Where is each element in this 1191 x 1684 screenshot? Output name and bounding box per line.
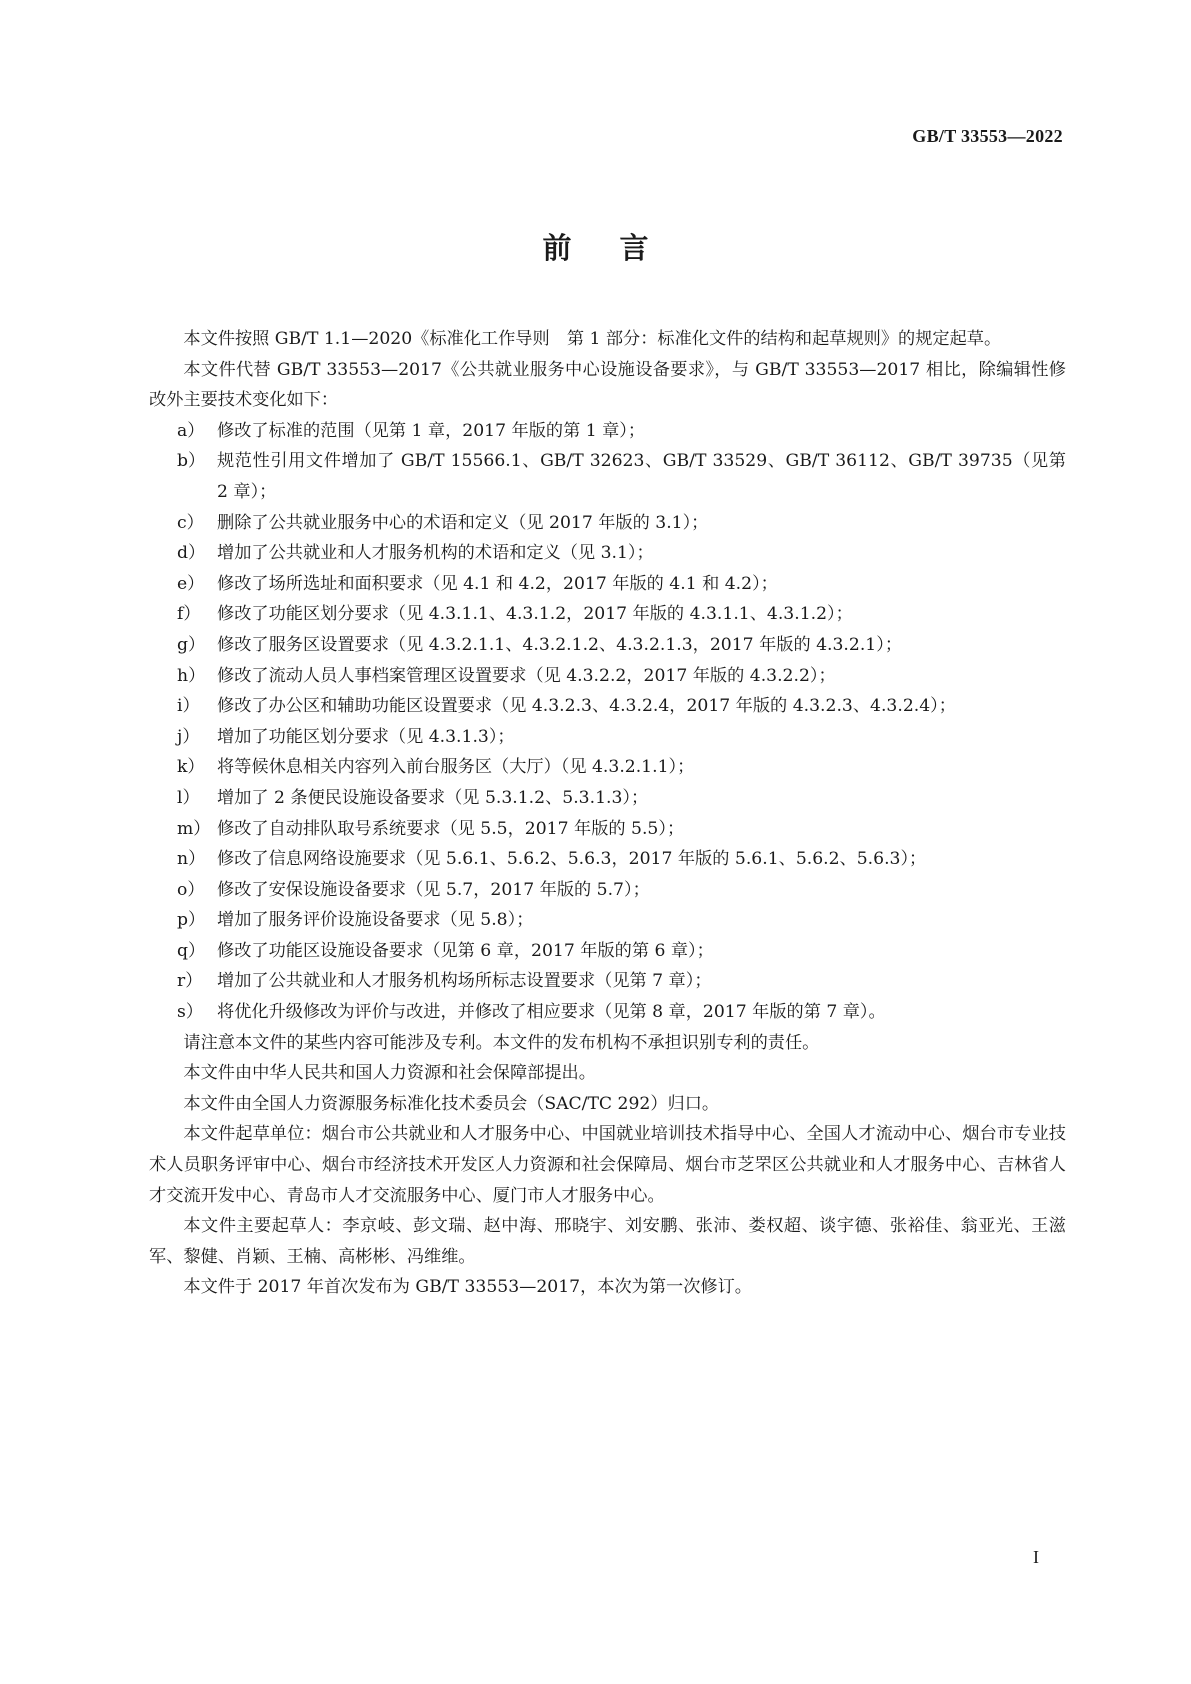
change-item-label: m） (177, 818, 211, 839)
change-item-label: c） (177, 512, 204, 533)
change-item-label: q） (177, 940, 206, 961)
change-item (149, 936, 1066, 967)
change-item-text: 修改了办公区和辅助功能区设置要求（见 4.3.2.3、4.3.2.4，2017 年版的 4.3.2.3、4.3.2.4）； (217, 696, 956, 717)
change-item-label: i） (177, 696, 200, 717)
change-item-text: 增加了公共就业和人才服务机构的术语和定义（见 3.1）； (217, 543, 654, 564)
change-item-label: j） (177, 726, 200, 747)
change-item (149, 966, 1066, 997)
change-item-text: 修改了功能区划分要求（见 4.3.1.1、4.3.1.2，2017 年版的 4.3.1.1、4.3.1.2）； (217, 604, 853, 625)
change-item (149, 722, 1066, 753)
change-item-text: 将等候休息相关内容列入前台服务区（大厅）（见 4.3.2.1.1）； (217, 757, 695, 778)
change-item (149, 783, 1066, 814)
intro-paragraph: 本文件代替 GB/T 33553—2017《公共就业服务中心设施设备要求》，与 GB/T 33553—2017 相比，除编辑性修改外主要技术变化如下： (149, 359, 1066, 411)
change-item-label: d） (177, 543, 206, 564)
change-item-label: p） (177, 910, 206, 931)
change-item (149, 875, 1066, 906)
change-item-text: 增加了 2 条便民设施设备要求（见 5.3.1.2、5.3.1.3）； (217, 787, 649, 808)
change-item-text: 修改了流动人员人事档案管理区设置要求（见 4.3.2.2，2017 年版的 4.3.2.2）； (217, 665, 836, 686)
change-item (149, 691, 1066, 722)
change-item (149, 905, 1066, 936)
change-item (149, 752, 1066, 783)
change-item-text: 规范性引用文件增加了 GB/T 15566.1、GB/T 32623、GB/T 33529、GB/T 36112、GB/T 39735（见第 2 章）； (217, 451, 1066, 502)
change-item (149, 661, 1066, 692)
change-item-label: r） (177, 971, 203, 992)
change-item-label: f） (177, 604, 201, 625)
change-item (149, 814, 1066, 845)
change-item-text: 修改了安保设施设备要求（见 5.7，2017 年版的 5.7）； (217, 879, 650, 900)
proposer-statement: 本文件由中华人民共和国人力资源和社会保障部提出。 (183, 1063, 596, 1084)
main-drafters: 本文件主要起草人：李京岐、彭文瑞、赵中海、邢晓宇、刘安鹏、张沛、娄权超、谈宇德、张裕佳、翁亚光、王滋军、黎健、肖颖、王楠、高彬彬、冯维维。 (149, 1216, 1066, 1267)
change-item-label: l） (177, 787, 200, 808)
document-code: GB/T 33553—2022 (912, 126, 1063, 146)
change-item-text: 增加了服务评价设施设备要求（见 5.8）； (217, 910, 534, 931)
change-item-text: 修改了场所选址和面积要求（见 4.1 和 4.2，2017 年版的 4.1 和 4.2）； (217, 573, 778, 594)
change-item (149, 538, 1066, 569)
change-item (149, 997, 1066, 1028)
change-item-label: o） (177, 879, 205, 900)
page-number: I (1033, 1547, 1039, 1567)
change-item (149, 446, 1066, 507)
change-item-text: 修改了标准的范围（见第 1 章，2017 年版的第 1 章）； (217, 420, 646, 441)
change-item (149, 416, 1066, 447)
change-item-text: 增加了功能区划分要求（见 4.3.1.3）； (217, 726, 515, 747)
change-item (149, 599, 1066, 630)
change-item (149, 844, 1066, 875)
change-item (149, 569, 1066, 600)
change-item-label: s） (177, 1002, 204, 1023)
drafting-units: 本文件起草单位：烟台市公共就业和人才服务中心、中国就业培训技术指导中心、全国人才流动中心、烟台市专业技术人员职务评审中心、烟台市经济技术开发区人力资源和社会保障局、烟台市芝罘区公共就业和人才服务中心、吉林省人才交流开发中心、青岛市人才交流服务中心、厦门市人才服务中心。 (149, 1124, 1066, 1206)
change-item-text: 修改了功能区设施设备要求（见第 6 章，2017 年版的第 6 章）； (217, 940, 714, 961)
change-item-label: g） (177, 634, 206, 655)
change-item-label: k） (177, 757, 205, 778)
page-title: 前言 (542, 231, 697, 265)
change-item-label: n） (177, 849, 206, 870)
intro-paragraph: 本文件按照 GB/T 1.1—2020《标准化工作导则 第 1 部分：标准化文件的结构和起草规则》的规定起草。 (183, 329, 1002, 349)
foreword-body (149, 324, 1066, 1303)
change-item-text: 修改了信息网络设施要求（见 5.6.1、5.6.2、5.6.3，2017 年版的 5.6.1、5.6.2、5.6.3）； (217, 849, 927, 870)
change-item-label: a） (177, 420, 205, 441)
change-item-text: 将优化升级修改为评价与改进，并修改了相应要求（见第 8 章，2017 年版的第 7 章）。 (217, 1002, 886, 1023)
change-item-label: h） (177, 665, 206, 686)
change-item-text: 删除了公共就业服务中心的术语和定义（见 2017 年版的 3.1）； (217, 512, 709, 533)
change-item-label: e） (177, 573, 205, 594)
patent-notice: 请注意本文件的某些内容可能涉及专利。本文件的发布机构不承担识别专利的责任。 (183, 1032, 820, 1053)
change-item (149, 630, 1066, 661)
change-item-text: 增加了公共就业和人才服务机构场所标志设置要求（见第 7 章）； (217, 971, 712, 992)
change-item (149, 508, 1066, 539)
change-item-label: b） (177, 451, 206, 472)
change-item-text: 修改了自动排队取号系统要求（见 5.5，2017 年版的 5.5）； (217, 818, 685, 839)
change-item-text: 修改了服务区设置要求（见 4.3.2.1.1、4.3.2.1.2、4.3.2.1.3，2017 年版的 4.3.2.1）； (217, 634, 903, 655)
technical-committee-statement: 本文件由全国人力资源服务标准化技术委员会（SAC/TC 292）归口。 (183, 1093, 720, 1114)
revision-history: 本文件于 2017 年首次发布为 GB/T 33553—2017，本次为第一次修订。 (183, 1277, 752, 1298)
